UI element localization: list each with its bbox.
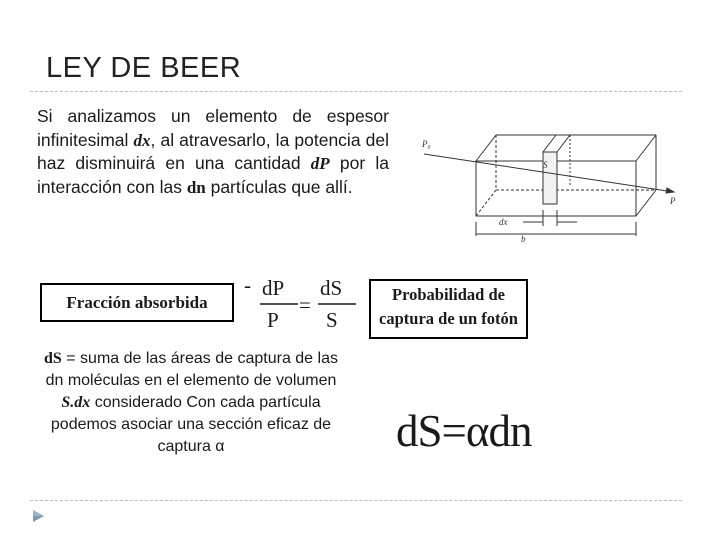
box-edge	[636, 135, 656, 161]
slide-title: LEY DE BEER	[46, 52, 242, 84]
absorption-volume-diagram	[418, 130, 680, 270]
description-text	[44, 348, 338, 458]
label-b: b	[521, 234, 526, 244]
label-dx: dx	[499, 217, 508, 227]
formula-minus: -	[244, 273, 251, 297]
beam-arrowhead	[666, 188, 674, 193]
para-text-1: Si analizamos un elemento de espesor infinitesimal	[37, 106, 389, 150]
capture-equation: dS=αdn	[396, 406, 532, 456]
para-var-dp: dP	[310, 154, 330, 173]
desc-text-1: = suma de las áreas de captura de las dn moléculas en el elemento de volumen	[45, 350, 338, 389]
para-text-2: , al atravesarlo, la potencia del haz disminuirá en una cantidad	[37, 129, 389, 173]
label-p: P	[670, 196, 676, 206]
formula-den-right: S	[326, 308, 338, 332]
bottom-divider	[30, 500, 682, 501]
desc-var-ds: dS	[44, 350, 62, 367]
para-var-dn: dn	[186, 177, 206, 197]
fraction-absorbed-box: Fracción absorbida	[40, 283, 234, 322]
para-var-dx: dx	[133, 130, 151, 150]
box-edge	[636, 190, 656, 216]
box-edge	[476, 135, 496, 161]
label-s: S	[543, 160, 548, 170]
probability-capture-box: Probabilidad de captura de un fotón	[369, 279, 528, 339]
formula-equals: =	[299, 293, 311, 317]
para-text-4: partículas que allí.	[205, 176, 353, 197]
play-arrow-icon[interactable]	[30, 508, 46, 524]
formula-num-right: dS	[320, 276, 343, 300]
box-hidden-edge	[476, 190, 496, 216]
label-p0: P₀	[422, 139, 431, 149]
formula-num-left: dP	[262, 276, 285, 300]
intro-paragraph	[37, 105, 389, 199]
formula-den-left: P	[267, 308, 279, 332]
slab-edge	[557, 135, 570, 152]
para-text-3: por la interacción con las	[37, 153, 389, 197]
desc-text-2: considerado Con cada partícula podemos asociar una sección eficaz de captura α	[50, 394, 332, 455]
desc-var-sdx: S.dx	[61, 394, 91, 411]
top-divider	[30, 91, 682, 92]
slab-edge	[543, 135, 556, 152]
beer-formula	[240, 271, 364, 335]
